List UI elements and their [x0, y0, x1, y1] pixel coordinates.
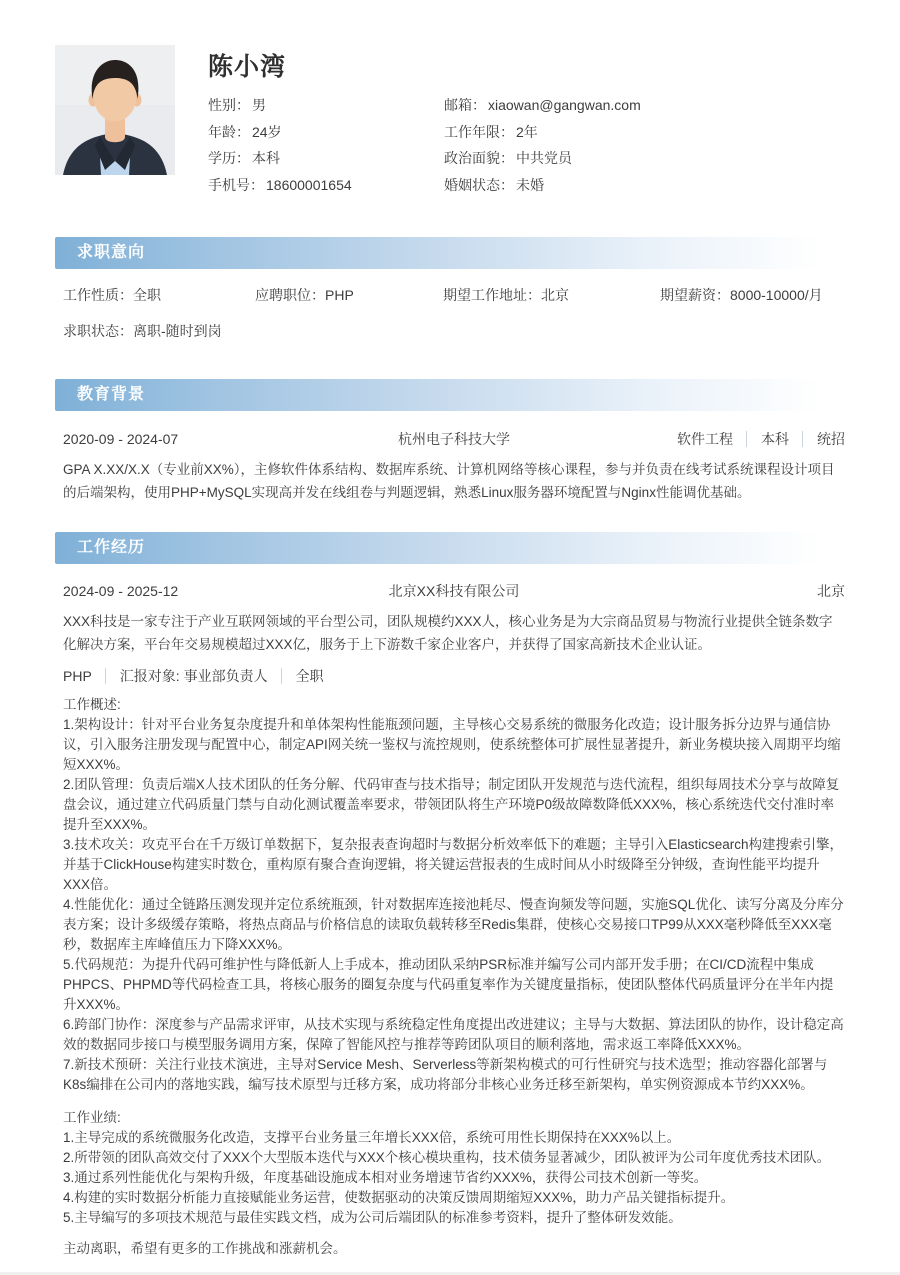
field-degree: 学历： 本科: [208, 150, 280, 166]
section-header-job-intention: [55, 237, 845, 269]
field-job-type: 工作性质：全职: [63, 287, 161, 303]
work-report-to: 汇报对象: 事业部负责人: [105, 668, 268, 684]
overview-item: 5.代码规范：为提升代码可维护性与降低新人上手成本，推动团队采纳PSR标准并编写公司内部开发手册；在CI/CD流程中集成PHPCS、PHPMD等代码检查工具，将核心服务的圈复杂度与代码重复率作为关键度量指标，使团队整体代码质量评分在半年内提升XXX%。: [63, 957, 834, 1012]
achievement-item: 4.构建的实时数据分析能力直接赋能业务运营，使数据驱动的决策反馈周期缩短XXX%，助力产品关键指标提升。: [63, 1190, 735, 1205]
field-expected-salary: 期望薪资：8000-10000/月: [660, 287, 823, 303]
education-tags: [510, 428, 845, 450]
field-target-position: 应聘职位：PHP: [255, 287, 354, 303]
work-entry-row: [63, 580, 845, 602]
education-degree: 本科: [746, 431, 789, 447]
overview-item: 6.跨部门协作：深度参与产品需求评审，从技术实现与系统稳定性角度提出改进建议；主导与大数据、算法团队的协作，设计稳定高效的数据同步接口与模型服务调用方案，保障了智能风控与推荐等跨团队项目的顺利落地，需求返工率降低XXX%。: [63, 1017, 844, 1052]
field-phone: 手机号： 18600001654: [208, 176, 352, 193]
field-email: 邮箱： xiaowan@gangwan.com: [444, 97, 641, 113]
education-enrollment-type: 统招: [802, 431, 845, 447]
job-intention-row-1: [63, 284, 845, 306]
work-position: PHP: [63, 668, 92, 684]
education-entry-row: [63, 428, 845, 450]
achievement-item: 1.主导完成的系统微服务化改造，支撑平台业务量三年增长XXX倍，系统可用性长期保持在XXX%以上。: [63, 1130, 681, 1145]
work-meta-line: [63, 665, 845, 687]
company-intro: XXX科技是一家专注于产业互联网领域的平台型公司，团队规模约XXX人，核心业务是为大宗商品贸易与物流行业提供全链条数字化解决方案，平台年交易规模超过XXX亿，服务于上下游数千家企业客户，并获得了国家高新技术企业认证。: [63, 614, 833, 652]
education-major: 软件工程: [677, 431, 733, 447]
leaving-reason: 主动离职，希望有更多的工作挑战和涨薪机会。: [63, 1241, 347, 1256]
achievement-item: 5.主导编写的多项技术规范与最佳实践文档，成为公司后端团队的标准参考资料，提升了整体研发效能。: [63, 1210, 682, 1225]
profile-fields: [208, 96, 845, 202]
section-header-work-experience: [55, 532, 845, 564]
section-title: 教育背景: [77, 386, 146, 403]
work-overview-title: 工作概述:: [63, 697, 121, 712]
field-target-location: 期望工作地址：北京: [443, 287, 569, 303]
overview-item: 4.性能优化：通过全链路压测发现并定位系统瓶颈，针对数据库连接池耗尽、慢查询频发等问题，实施SQL优化、读写分离及分库分表方案；设计多级缓存策略，将热点商品与价格信息的读取负载转移至Redis集群，使核心交易接口TP99从XXX毫秒降低至XXX毫秒，数据库主库峰值压力下降XXX%。: [63, 897, 844, 952]
achievement-item: 3.通过系列性能优化与架构升级，年度基础设施成本相对业务增速节省约XXX%，获得公司技术创新一等奖。: [63, 1170, 708, 1185]
profile-fields-left: [208, 96, 444, 202]
work-location: 北京: [817, 583, 845, 599]
field-age: 年龄： 24岁: [208, 123, 282, 140]
work-achievements-block: [63, 1108, 845, 1228]
work-period: 2024-09 - 2025-12: [63, 583, 179, 599]
work-job-type: 全职: [281, 668, 324, 684]
education-school: 杭州电子科技大学: [398, 431, 510, 447]
field-job-status: 求职状态：离职-随时到岗: [63, 323, 222, 339]
education-period: 2020-09 - 2024-07: [63, 431, 179, 447]
work-achievements-title: 工作业绩:: [63, 1110, 121, 1125]
job-intention-row-2: [63, 320, 845, 342]
portrait-illustration: [55, 45, 175, 175]
field-political-status: 政治面貌： 中共党员: [444, 150, 572, 166]
candidate-name: 陈小湾: [208, 53, 287, 81]
section-title: 工作经历: [77, 539, 146, 556]
overview-item: 1.架构设计：针对平台业务复杂度提升和单体架构性能瓶颈问题，主导核心交易系统的微服务化改造；设计服务拆分边界与通信协议，引入服务注册发现与配置中心，制定API网关统一鉴权与流控规则，使系统整体可扩展性显著提升，新业务模块接入周期平均缩短XXX%。: [63, 717, 841, 772]
work-company: 北京XX科技有限公司: [388, 583, 520, 599]
education-description: GPA X.XX/X.X（专业前XX%），主修软件体系结构、数据库系统、计算机网络等核心课程，参与并负责在线考试系统课程设计项目的后端架构，使用PHP+MySQL实现高并发在线组卷与判题逻辑，熟悉Linux服务器环境配置与Nginx性能调优基础。: [63, 462, 835, 500]
field-gender: 性别： 男: [208, 97, 266, 113]
profile-info: [208, 45, 845, 202]
work-overview-block: [63, 695, 845, 1095]
overview-item: 2.团队管理：负责后端X人技术团队的任务分解、代码审查与技术指导；制定团队开发规范与迭代流程，组织每周技术分享与故障复盘会议，通过建立代码质量门禁与自动化测试覆盖率要求，带领团队将生产环境P0级故障数降低XXX%，核心系统迭代交付准时率提升至XXX%。: [63, 777, 840, 832]
section-title: 求职意向: [77, 244, 146, 261]
overview-item: 3.技术攻关：攻克平台在千万级订单数据下，复杂报表查询超时与数据分析效率低下的难题；主导引入Elasticsearch构建搜索引擎，并基于ClickHouse构建实时数仓，重构原有聚合查询逻辑，将关键运营报表的生成时间从小时级降至分钟级，查询性能平均提升XXX倍。: [63, 837, 844, 892]
achievement-item: 2.所带领的团队高效交付了XXX个大型版本迭代与XXX个核心模块重构，技术债务显著减少，团队被评为公司年度优秀技术团队。: [63, 1150, 831, 1165]
section-header-education: [55, 379, 845, 411]
profile-fields-right: [444, 96, 845, 202]
field-work-years: 工作年限： 2年: [444, 123, 538, 140]
profile-photo: [55, 45, 175, 175]
profile-header: [55, 0, 845, 202]
field-marital-status: 婚姻状态： 未婚: [444, 176, 544, 193]
overview-item: 7.新技术预研：关注行业技术演进，主导对Service Mesh、Serverless等新架构模式的可行性研究与技术选型；推动容器化部署与K8s编排在公司内的落地实践，编写技术原型与迁移方案，成功将部分非核心业务迁移至新架构，单实例资源成本节约XXX%。: [63, 1057, 828, 1092]
